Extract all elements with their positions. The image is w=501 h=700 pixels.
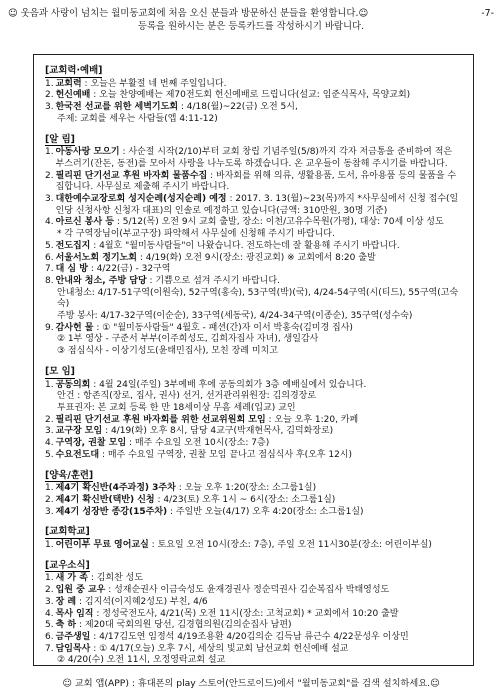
item-text	[56, 90, 463, 102]
item-text	[56, 415, 463, 427]
section-title: [교회력·예배]	[45, 65, 103, 76]
list-item	[45, 102, 463, 114]
list-item	[45, 585, 463, 597]
page-header	[8, 7, 494, 33]
item-detail: : 4/19(화) 오전 9시(장소: 광진교회) ※ 교회에서 8:20 출발	[136, 252, 376, 263]
item-detail: : 4/23(토) 오후 1시 ~ 6시(장소: 소그룹1실)	[154, 494, 336, 505]
item-number: 3.	[45, 426, 54, 437]
item-text	[56, 609, 463, 621]
item-text	[56, 264, 463, 276]
announcement-box	[33, 54, 474, 666]
item-number: 4.	[45, 438, 54, 449]
item-detail: : 바자회를 위해 의류, 생활용품, 도서, 유아용품 등의 물품을 수집합니다. 사무실로 제출해 주시기 바랍니다.	[55, 170, 457, 193]
item-number: 7.	[45, 643, 54, 654]
section-title: [교우소식]	[45, 559, 90, 571]
item-text	[56, 217, 463, 229]
item-detail: : 김희찬 성도	[87, 573, 144, 584]
item-label: 담임목사	[55, 643, 91, 654]
item-text	[56, 102, 463, 114]
section-title: [알 림]	[45, 133, 75, 145]
item-text	[56, 438, 463, 450]
item-label: 장 례	[55, 596, 77, 607]
item-number: 1.	[45, 379, 54, 390]
item-label: 서울서노회 정기노회	[55, 252, 137, 263]
item-number: 2.	[45, 90, 54, 101]
item-text	[56, 483, 463, 495]
page-number: -7-	[481, 8, 494, 19]
item-detail: : 성재순권사 이금숙성도 윤재경권사 정순덕권사 김순복집사 박태영성도	[105, 585, 390, 596]
item-text	[56, 426, 463, 438]
item-text	[56, 253, 463, 265]
item-number: 2.	[45, 414, 54, 425]
item-label: 구역장, 권찰 모임	[55, 438, 127, 449]
item-detail: : 4월 24일(주일) 3부예배 후에 공동의회가 3층 예배실에서 있습니다.	[90, 379, 367, 390]
item-text	[56, 450, 463, 462]
item-detail: : 매주 수요일 오전 10시(장소: 7층)	[126, 438, 270, 449]
item-number: 1.	[45, 540, 54, 551]
section-2	[45, 366, 463, 462]
list-item	[45, 415, 463, 427]
item-number: 3.	[45, 102, 54, 113]
item-subline: ② 1부 영상 - 구준서 부부(이주희성도, 김희자집사 자녀), 생일감사	[57, 334, 319, 345]
item-subline: 안내청소: 4/17-51구역(이원숙), 52구역(홍숙), 53구역(박)(국), 4/24-54구역(시(티드), 55구역(고숙숙)	[57, 287, 459, 310]
item-text	[56, 540, 463, 552]
section-5	[45, 560, 463, 667]
item-label: 감사헌 물	[55, 322, 94, 333]
section-title: [교회학교]	[45, 526, 90, 538]
list-item	[45, 276, 463, 288]
item-subline: * 각 구역장님이(부교구장) 파악해서 사무실에 신청해 주시기 바랍니다.	[57, 229, 335, 240]
list-item	[45, 597, 463, 609]
item-number: 3.	[45, 596, 54, 607]
item-label: 수요전도대	[55, 449, 100, 460]
item-text	[56, 507, 463, 519]
item-number: 5.	[45, 240, 54, 251]
item-detail: : 2017. 3. 13(월)~23(목)까지 *사무실에서 신청 접수(일인당 신청사항 신청자 대표)의 인솔로 예정하고 있습니다(금액: 310만원, 30명 기준)	[55, 194, 459, 216]
item-number: 1.	[45, 573, 54, 584]
item-detail: : 4/18(월)~22(금) 오전 5시,	[178, 102, 298, 113]
item-detail: : 토요일 오전 10시(장소: 7층), 주일 오전 11시30분(장소: 어린이부실)	[148, 540, 432, 551]
list-item	[45, 194, 463, 217]
item-detail: : 제20대 국회의원 당선, 김경협의원(김의순집사 남편)	[76, 620, 292, 631]
item-text	[56, 573, 463, 585]
item-detail: : ① 4/17(오늘) 오후 7시, 세상의 빛교회 남선교회 헌신예배 설교	[90, 643, 349, 654]
item-label: 교구장 모임	[55, 426, 103, 437]
item-label: 전도집지	[55, 240, 91, 251]
item-label: 대한예수교장로회 성지순례(성지순례) 예정	[55, 194, 227, 205]
item-detail: : 기쁨으로 섬겨 주시기 바랍니다.	[146, 275, 280, 286]
item-subline: ③ 점심식사 - 이상기성도(윤태민집사), 모친 장례 미치고	[57, 346, 278, 357]
item-detail: : 오늘 오후 1:20(장소: 소그룹1실)	[175, 483, 317, 494]
list-item	[45, 264, 463, 276]
section-0	[45, 65, 463, 126]
item-subline: 주방 봉사: 4/17-32구역(이순순), 33구역(세동국), 4/24-34구역(이종순), 35구역(성수숙)	[57, 311, 413, 322]
item-detail: : 주일반 오늘(4/17) 오후 4:20(장소: 소그룹1실)	[167, 506, 364, 517]
item-label: 안내와 청소, 주방 담당	[55, 275, 147, 286]
item-text	[56, 171, 463, 194]
item-label: 제4기 성장반 종강(15주차)	[55, 506, 168, 517]
item-number: 1.	[45, 147, 54, 158]
item-number: 1.	[45, 483, 54, 494]
item-number: 1.	[45, 78, 54, 89]
section-title: [모 임]	[45, 365, 75, 377]
list-item	[45, 495, 463, 507]
item-number: 3.	[45, 506, 54, 517]
item-number: 5.	[45, 449, 54, 460]
list-item	[45, 450, 463, 462]
item-detail: : 매주 수요일 구역장, 권찰 모임 끝나고 점심식사 후(오후 12시)	[99, 449, 353, 460]
item-text	[56, 194, 463, 217]
item-label: 제4기 확신반(택반) 신청	[55, 494, 155, 505]
list-item	[45, 79, 463, 91]
item-text	[56, 241, 463, 253]
item-label: 아동사랑 모으기	[55, 147, 120, 158]
item-label: 필리핀 단기선교 후원 바자회 물품수집	[55, 170, 208, 181]
register-line: 등록을 원하시는 분은 등록카드를 작성하시기 바랍니다.	[137, 21, 365, 32]
item-number: 3.	[45, 194, 54, 205]
item-text	[56, 620, 463, 632]
item-number: 6.	[45, 631, 54, 642]
list-item	[45, 540, 463, 552]
item-detail: : 5/12(목) 오전 9시 교회 출발, 장소: 이천/고유수목원(가평), 대상: 70세 이상 성도	[114, 217, 444, 228]
item-label: 입원 중 교우	[55, 585, 106, 596]
item-number: 7.	[45, 264, 54, 275]
item-label: 축 하	[55, 620, 77, 631]
item-number: 5.	[45, 620, 54, 631]
item-detail: : 4/17김도연 임정석 4/19조용환 4/20김의순 김득남 류근수 4/22문성우 이상민	[90, 631, 409, 642]
list-item	[45, 620, 463, 632]
item-text	[56, 380, 463, 392]
item-label: 교회력	[55, 78, 82, 89]
list-item	[45, 90, 463, 102]
section-4	[45, 526, 463, 551]
item-label: 새 가 족	[55, 573, 88, 584]
list-item	[45, 632, 463, 644]
item-subline: 안건 : 항존직(장로, 집사, 권사) 선거, 선거관리위원장: 김의경장로	[57, 391, 317, 402]
item-detail: : ① "월미동사람들" 4월호 - 패션(간)자 이서 박홍숙(김미경 집사)	[93, 322, 353, 333]
item-subline: 주제: 교회를 세우는 사람들(엡 4:11-12)	[57, 113, 218, 124]
list-item	[45, 323, 463, 335]
item-number: 2.	[45, 585, 54, 596]
item-detail: : 오늘은 부활절 네 번째 주일입니다.	[81, 78, 227, 89]
item-text	[56, 644, 463, 656]
list-item	[45, 507, 463, 519]
item-label: 아르신 봉사 등	[55, 217, 115, 228]
item-text	[56, 276, 463, 288]
list-item	[45, 241, 463, 253]
item-label: 대 심 방	[55, 264, 88, 275]
item-text	[56, 597, 463, 609]
item-text	[56, 147, 463, 170]
item-detail: : 4/22(금) - 32구역	[87, 264, 171, 275]
list-item	[45, 380, 463, 392]
item-number: 6.	[45, 252, 54, 263]
item-number: 4.	[45, 217, 54, 228]
list-item	[45, 609, 463, 621]
list-item	[45, 483, 463, 495]
list-item	[45, 253, 463, 265]
item-label: 한국전 선교를 위한 세벽기도회	[55, 102, 179, 113]
item-text	[56, 495, 463, 507]
welcome-line: ☺ 웃음과 사랑이 넘치는 월미동교회에 처음 오신 분들과 방문하신 분들을 환영합니다.☺	[8, 8, 369, 19]
item-detail: : 오늘 찬양예배는 제70전도회 헌신예배로 드립니다(설교: 임준식목사, 목양교회)	[90, 90, 411, 101]
item-detail: : 오늘 오후 1:20, 카페	[265, 414, 359, 425]
list-item	[45, 171, 463, 194]
item-label: 어린이부 무료 영어교실	[55, 540, 149, 551]
list-item	[45, 438, 463, 450]
item-detail: : 4/19(화) 오후 8시, 담당 4교구(박재현목사, 김덕화장로)	[102, 426, 334, 437]
item-text	[56, 585, 463, 597]
list-item	[45, 573, 463, 585]
list-item	[45, 217, 463, 229]
item-label: 공동의회	[55, 379, 91, 390]
section-1	[45, 134, 463, 358]
item-text	[56, 323, 463, 335]
item-number: 9.	[45, 322, 54, 333]
list-item	[45, 644, 463, 656]
item-label: 목사 임직	[55, 608, 94, 619]
item-label: 제4기 확신반(4주과정) 3주차	[55, 483, 176, 494]
item-label: 필리핀 단기선교 후원 바자회를 위한 선교위원회 모임	[55, 414, 266, 425]
item-text	[56, 632, 463, 644]
item-detail: : 김지석(이지혜2성도) 부친, 4/6	[76, 596, 208, 607]
item-label: 금주생일	[55, 631, 91, 642]
item-detail: : 4월호 "월미동사람들"이 나왔습니다. 전도하는데 잘 활용해 주시기 바랍니다.	[90, 240, 400, 251]
item-subline: ② 4/20(수) 오전 11시, 오정영락교회 설교	[57, 655, 226, 666]
section-3	[45, 470, 463, 519]
item-number: 4.	[45, 608, 54, 619]
item-number: 2.	[45, 494, 54, 505]
item-label: 헌신예배	[55, 90, 91, 101]
item-detail: : 정성국전도사, 4/21(목) 오전 11시(장소: 고척교회) * 교회에서 10:20 출발	[93, 608, 399, 619]
section-title: [양육/훈련]	[45, 469, 94, 481]
list-item	[45, 147, 463, 170]
item-text	[56, 79, 463, 91]
item-subline: 투표권자: 본 교회 등록 한 만 18세이상 무흠 세례(입교) 교인	[57, 402, 296, 413]
app-footer: ☺ 교회 앱(APP) : 휴대폰의 play 스토어(안드로이드)에서 "월미동교회"를 검색 설치하세요.☺	[62, 678, 440, 689]
list-item	[45, 426, 463, 438]
item-number: 8.	[45, 275, 54, 286]
item-detail: : 사순절 시작(2/10)부터 교회 창립 기념주일(5/8)까지 각자 저금통을 준비하여 적은 부스러기(잔돈, 동전)를 모아서 사랑을 나누도록 하겠습니다. 온 교우들이 동참해 주시기를 바랍니다.	[55, 147, 453, 169]
item-number: 2.	[45, 170, 54, 181]
